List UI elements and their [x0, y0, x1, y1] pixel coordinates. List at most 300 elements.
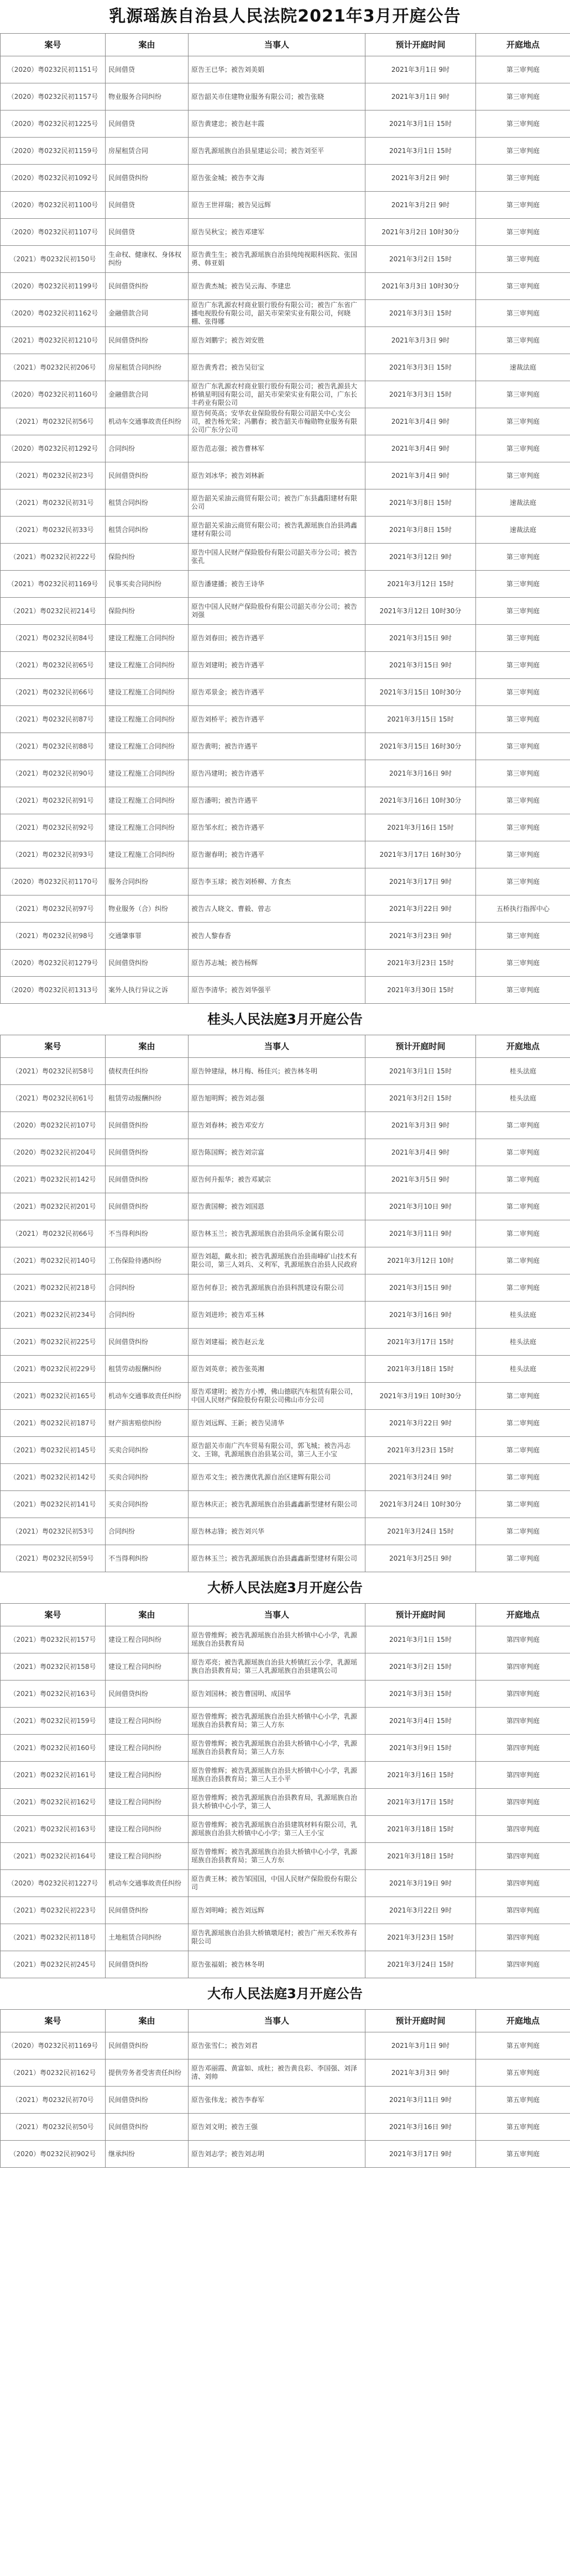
- case-cause-cell: 民间借贷纠纷: [106, 950, 189, 977]
- hearing-location-cell: 第四审判庭: [476, 1653, 570, 1681]
- table-row: [1, 165, 570, 192]
- hearing-location-cell: 速裁法庭: [476, 354, 570, 381]
- hearing-location-cell: 第三审判庭: [476, 544, 570, 571]
- hearing-time-cell: 2021年3月1日 9时: [365, 56, 476, 83]
- hearing-time-cell: 2021年3月17日 9时: [365, 2141, 476, 2168]
- case-cause-cell: 买卖合同纠纷: [106, 1464, 189, 1491]
- case-number-cell: （2020）粤0232民初1313号: [1, 977, 106, 1004]
- table-row: [1, 1274, 570, 1302]
- header-hearing-location: 开庭地点: [476, 1035, 570, 1058]
- case-number-cell: （2021）粤0232民初163号: [1, 1816, 106, 1843]
- hearing-location-cell: 第二审判庭: [476, 1193, 570, 1220]
- hearing-location-cell: 第四审判庭: [476, 1762, 570, 1789]
- hearing-time-cell: 2021年3月3日 10时30分: [365, 273, 476, 300]
- hearing-location-cell: 第四审判庭: [476, 1951, 570, 1978]
- page-title: 乳源瑶族自治县人民法院2021年3月开庭公告: [109, 7, 461, 26]
- case-cause-cell: 民间借贷: [106, 219, 189, 246]
- parties-cell: 原告黄明；被告许遇平: [189, 733, 365, 760]
- parties-cell: 原告邓文生；被告澳优乳源自治区建辉有限公司: [189, 1464, 365, 1491]
- hearing-time-cell: 2021年3月2日 15时: [365, 246, 476, 273]
- hearing-location-cell: 第三审判庭: [476, 138, 570, 165]
- case-cause-cell: 保险纠纷: [106, 544, 189, 571]
- hearing-location-cell: 第三审判庭: [476, 733, 570, 760]
- case-cause-cell: 债权责任纠纷: [106, 1058, 189, 1085]
- hearing-location-cell: 桂头法庭: [476, 1356, 570, 1383]
- header-case-number: 案号: [1, 34, 106, 56]
- case-number-cell: （2021）粤0232民初92号: [1, 814, 106, 841]
- case-number-cell: （2021）粤0232民初223号: [1, 1897, 106, 1924]
- case-number-cell: （2021）粤0232民初66号: [1, 1220, 106, 1247]
- hearing-location-cell: 第三审判庭: [476, 598, 570, 625]
- parties-cell: 原告刘文明；被告王强: [189, 2114, 365, 2141]
- header-hearing-location: 开庭地点: [476, 2010, 570, 2032]
- hearing-location-cell: 第三审判庭: [476, 300, 570, 327]
- hearing-location-cell: 桂头法庭: [476, 1329, 570, 1356]
- parties-cell: 原告韶关采油云商贸有限公司；被告广东县鑫阳建材有限公司: [189, 489, 365, 517]
- case-number-cell: （2021）粤0232民初206号: [1, 354, 106, 381]
- case-cause-cell: 建设工程施工合同纠纷: [106, 652, 189, 679]
- parties-cell: 被告古人晓文、曹毅、曾志: [189, 895, 365, 923]
- table-row: [1, 1816, 570, 1843]
- hearing-time-cell: 2021年3月2日 15时: [365, 1653, 476, 1681]
- hearing-time-cell: 2021年3月17日 16时30分: [365, 841, 476, 868]
- case-number-cell: （2020）粤0232民初204号: [1, 1139, 106, 1166]
- case-number-cell: （2021）粤0232民初118号: [1, 1924, 106, 1951]
- hearing-time-cell: 2021年3月3日 9时: [365, 327, 476, 354]
- parties-cell: 原告何英高；安华农业保险股份有限公司韶关中心支公司，被告杨光荣；冯鹏春；被告韶关市翰勋物业服务有限公司广东分公司: [189, 408, 365, 435]
- hearing-location-cell: 第二审判庭: [476, 1166, 570, 1193]
- table-row: [1, 571, 570, 598]
- hearing-location-cell: 第三审判庭: [476, 327, 570, 354]
- hearing-location-cell: 桂头法庭: [476, 1058, 570, 1085]
- case-number-cell: （2021）粤0232民初87号: [1, 706, 106, 733]
- hearing-location-cell: 第四审判庭: [476, 1626, 570, 1653]
- case-number-cell: （2021）粤0232民初140号: [1, 1247, 106, 1274]
- hearing-time-cell: 2021年3月19日 9时: [365, 1870, 476, 1897]
- case-number-cell: （2020）粤0232民初1159号: [1, 138, 106, 165]
- case-number-cell: （2021）粤0232民初162号: [1, 2059, 106, 2087]
- case-number-cell: （2020）粤0232民初1169号: [1, 2032, 106, 2059]
- case-number-cell: （2021）粤0232民初201号: [1, 1193, 106, 1220]
- hearing-time-cell: 2021年3月3日 15时: [365, 300, 476, 327]
- header-case-number: 案号: [1, 1604, 106, 1626]
- header-case-cause: 案由: [106, 1035, 189, 1058]
- table-row: [1, 1383, 570, 1410]
- parties-cell: 原告刘春林；被告邓安方: [189, 1112, 365, 1139]
- case-number-cell: （2021）粤0232民初165号: [1, 1383, 106, 1410]
- parties-cell: 原告张雪仁；被告刘君: [189, 2032, 365, 2059]
- case-cause-cell: 买卖合同纠纷: [106, 1491, 189, 1518]
- hearing-location-cell: 第二审判庭: [476, 1518, 570, 1545]
- parties-cell: 原告苏志城；被告杨辉: [189, 950, 365, 977]
- case-cause-cell: 生命权、健康权、身体权纠纷: [106, 246, 189, 273]
- hearing-location-cell: 第三审判庭: [476, 83, 570, 110]
- parties-cell: 原告黄秀君；被告吴衍宝: [189, 354, 365, 381]
- parties-cell: 原告钟建绿，林月梅、杨佳兴；被告林冬明: [189, 1058, 365, 1085]
- case-number-cell: （2020）粤0232民初1225号: [1, 110, 106, 138]
- case-number-cell: （2020）粤0232民初1160号: [1, 381, 106, 408]
- hearing-location-cell: 第三审判庭: [476, 841, 570, 868]
- case-number-cell: （2021）粤0232民初141号: [1, 1491, 106, 1518]
- table-row: [1, 1356, 570, 1383]
- hearing-table: [0, 2009, 570, 2168]
- parties-cell: 原告黄杰城；被告吴云海、李建忠: [189, 273, 365, 300]
- hearing-time-cell: 2021年3月3日 15时: [365, 354, 476, 381]
- hearing-location-cell: 第四审判庭: [476, 1681, 570, 1708]
- parties-cell: 被告人黎春香: [189, 923, 365, 950]
- parties-cell: 原告邓建明；被告方小博，佛山德联汽车租赁有限公司，中国人民财产保险股份有限公司佛山市分公司: [189, 1383, 365, 1410]
- hearing-location-cell: 第四审判庭: [476, 1870, 570, 1897]
- table-row: [1, 246, 570, 273]
- case-number-cell: （2021）粤0232民初142号: [1, 1464, 106, 1491]
- hearing-location-cell: 第三审判庭: [476, 787, 570, 814]
- hearing-time-cell: 2021年3月2日 9时: [365, 165, 476, 192]
- parties-cell: 原告刘明峰；被告刘远辉: [189, 1897, 365, 1924]
- parties-cell: 原告谢春明；被告许遇平: [189, 841, 365, 868]
- case-number-cell: （2021）粤0232民初61号: [1, 1085, 106, 1112]
- hearing-time-cell: 2021年3月16日 9时: [365, 760, 476, 787]
- hearing-table: [0, 1603, 570, 1978]
- case-number-cell: （2021）粤0232民初33号: [1, 517, 106, 544]
- hearing-location-cell: 第三审判庭: [476, 273, 570, 300]
- case-number-cell: （2021）粤0232民初159号: [1, 1708, 106, 1735]
- parties-cell: 原告曾维辉；被告乳源瑶族自治县建筑材料有限公司，乳源瑶族自治县大桥镇中心小学；第三人王小宝: [189, 1816, 365, 1843]
- case-number-cell: （2021）粤0232民初66号: [1, 679, 106, 706]
- case-number-cell: （2021）粤0232民初158号: [1, 1653, 106, 1681]
- hearing-location-cell: 第四审判庭: [476, 1735, 570, 1762]
- parties-cell: 原告曾维辉；被告乳源瑶族自治县大桥镇中心小学，乳源瑶族自治县教育局；第三人方东: [189, 1708, 365, 1735]
- case-number-cell: （2021）粤0232民初160号: [1, 1735, 106, 1762]
- table-row: [1, 1085, 570, 1112]
- table-row: [1, 1220, 570, 1247]
- hearing-time-cell: 2021年3月4日 9时: [365, 435, 476, 462]
- hearing-time-cell: 2021年3月16日 15时: [365, 1762, 476, 1789]
- table-row: [1, 598, 570, 625]
- case-cause-cell: 建设工程合同纠纷: [106, 1653, 189, 1681]
- hearing-time-cell: 2021年3月11日 9时: [365, 2087, 476, 2114]
- case-cause-cell: 物业服务（合）纠纷: [106, 895, 189, 923]
- case-cause-cell: 物业服务合同纠纷: [106, 83, 189, 110]
- table-row: [1, 1193, 570, 1220]
- hearing-location-cell: 第二审判庭: [476, 1545, 570, 1572]
- table-row: [1, 2032, 570, 2059]
- case-number-cell: （2021）粤0232民初59号: [1, 1545, 106, 1572]
- hearing-time-cell: 2021年3月24日 15时: [365, 1951, 476, 1978]
- parties-cell: 原告林庆正；被告乳源瑶族自治县鑫鑫新型建材有限公司: [189, 1491, 365, 1518]
- case-number-cell: （2021）粤0232民初56号: [1, 408, 106, 435]
- case-number-cell: （2021）粤0232民初245号: [1, 1951, 106, 1978]
- case-cause-cell: 买卖合同纠纷: [106, 1437, 189, 1464]
- table-row: [1, 1058, 570, 1085]
- hearing-location-cell: 第四审判庭: [476, 1897, 570, 1924]
- hearing-location-cell: 第二审判庭: [476, 1220, 570, 1247]
- table-row: [1, 1653, 570, 1681]
- table-row: [1, 83, 570, 110]
- parties-cell: 原告乳源瑶族自治县星建运公司；被告刘至平: [189, 138, 365, 165]
- case-number-cell: （2021）粤0232民初50号: [1, 2114, 106, 2141]
- hearing-time-cell: 2021年3月4日 9时: [365, 1139, 476, 1166]
- case-cause-cell: 民间借贷纠纷: [106, 1166, 189, 1193]
- case-number-cell: （2020）粤0232民初1157号: [1, 83, 106, 110]
- case-cause-cell: 提供劳务者受害责任纠纷: [106, 2059, 189, 2087]
- table-row: [1, 868, 570, 895]
- hearing-time-cell: 2021年3月17日 15时: [365, 1329, 476, 1356]
- table-row: [1, 1897, 570, 1924]
- hearing-location-cell: 速裁法庭: [476, 517, 570, 544]
- case-cause-cell: 房屋租赁合同: [106, 138, 189, 165]
- case-number-cell: （2021）粤0232民初53号: [1, 1518, 106, 1545]
- table-row: [1, 1762, 570, 1789]
- hearing-location-cell: 第三审判庭: [476, 679, 570, 706]
- table-row: [1, 1870, 570, 1897]
- parties-cell: 原告黄王林；被告邹国国，中国人民财产保险股份有限公司: [189, 1870, 365, 1897]
- hearing-time-cell: 2021年3月8日 15时: [365, 517, 476, 544]
- parties-cell: 原告潘明；被告许遇平: [189, 787, 365, 814]
- hearing-time-cell: 2021年3月3日 15时: [365, 381, 476, 408]
- hearing-location-cell: 第二审判庭: [476, 1274, 570, 1302]
- case-cause-cell: 建设工程施工合同纠纷: [106, 625, 189, 652]
- case-number-cell: （2021）粤0232民初163号: [1, 1681, 106, 1708]
- case-cause-cell: 案外人执行异议之诉: [106, 977, 189, 1004]
- hearing-time-cell: 2021年3月23日 9时: [365, 923, 476, 950]
- case-number-cell: （2020）粤0232民初1227号: [1, 1870, 106, 1897]
- table-row: [1, 1302, 570, 1329]
- parties-cell: 原告邓亮；被告乳源瑶族自治县大桥镇红云小学，乳源瑶族自治县教育局；第三人乳源瑶族自治县建筑公司: [189, 1653, 365, 1681]
- table-row: [1, 1924, 570, 1951]
- header-hearing-time: 预计开庭时间: [365, 2010, 476, 2032]
- case-number-cell: （2021）粤0232民初222号: [1, 544, 106, 571]
- hearing-time-cell: 2021年3月15日 9时: [365, 652, 476, 679]
- case-cause-cell: 租赁劳动报酬纠纷: [106, 1085, 189, 1112]
- case-number-cell: （2021）粤0232民初157号: [1, 1626, 106, 1653]
- header-parties: 当事人: [189, 34, 365, 56]
- case-number-cell: （2021）粤0232民初93号: [1, 841, 106, 868]
- table-row: [1, 1491, 570, 1518]
- table-row: [1, 517, 570, 544]
- header-parties: 当事人: [189, 1035, 365, 1058]
- hearing-location-cell: 第三审判庭: [476, 923, 570, 950]
- case-cause-cell: 民间借贷: [106, 192, 189, 219]
- case-cause-cell: 民间借贷纠纷: [106, 1193, 189, 1220]
- hearing-table: [0, 1035, 570, 1572]
- table-row: [1, 679, 570, 706]
- parties-cell: 原告曾维辉；被告乳源瑶族自治县大桥镇中心小学，乳源瑶族自治县教育局；第三人方东: [189, 1843, 365, 1870]
- parties-cell: 原告曾维辉；被告乳源瑶族自治县大桥镇中心小学，乳源瑶族自治县教育局；第三人方东: [189, 1735, 365, 1762]
- table-row: [1, 138, 570, 165]
- table-row: [1, 760, 570, 787]
- table-row: [1, 1789, 570, 1816]
- hearing-time-cell: 2021年3月3日 9时: [365, 1112, 476, 1139]
- hearing-time-cell: 2021年3月15日 15时: [365, 706, 476, 733]
- hearing-location-cell: 第二审判庭: [476, 1247, 570, 1274]
- hearing-location-cell: 第四审判庭: [476, 1924, 570, 1951]
- case-cause-cell: 民间借贷纠纷: [106, 2087, 189, 2114]
- hearing-time-cell: 2021年3月8日 15时: [365, 489, 476, 517]
- hearing-time-cell: 2021年3月23日 15时: [365, 1437, 476, 1464]
- header-hearing-time: 预计开庭时间: [365, 1604, 476, 1626]
- hearing-location-cell: 第四审判庭: [476, 1789, 570, 1816]
- case-cause-cell: 民间借贷纠纷: [106, 1681, 189, 1708]
- case-number-cell: （2020）粤0232民初1162号: [1, 300, 106, 327]
- parties-cell: 原告刘远辉、王新；被告吴清华: [189, 1410, 365, 1437]
- hearing-location-cell: 第二审判庭: [476, 1112, 570, 1139]
- parties-cell: 原告范志强；被告曹林军: [189, 435, 365, 462]
- hearing-location-cell: 第二审判庭: [476, 1491, 570, 1518]
- case-number-cell: （2021）粤0232民初164号: [1, 1843, 106, 1870]
- parties-cell: 原告刘国林；被告曹国明、成国华: [189, 1681, 365, 1708]
- case-cause-cell: 服务合同纠纷: [106, 868, 189, 895]
- parties-cell: 原告刘桥平；被告许遇平: [189, 706, 365, 733]
- parties-cell: 原告黄建忠；被告赵丰霞: [189, 110, 365, 138]
- case-number-cell: （2021）粤0232民初145号: [1, 1437, 106, 1464]
- table-row: [1, 706, 570, 733]
- case-number-cell: （2021）粤0232民初23号: [1, 462, 106, 489]
- case-number-cell: （2021）粤0232民初142号: [1, 1166, 106, 1193]
- case-cause-cell: 租赁劳动报酬纠纷: [106, 1356, 189, 1383]
- hearing-time-cell: 2021年3月24日 10时30分: [365, 1491, 476, 1518]
- case-cause-cell: 机动车交通事故责任纠纷: [106, 1870, 189, 1897]
- hearing-location-cell: 第三审判庭: [476, 760, 570, 787]
- header-case-cause: 案由: [106, 2010, 189, 2032]
- parties-cell: 原告韶关市住建物业服务有限公司；被告张晓: [189, 83, 365, 110]
- case-number-cell: （2021）粤0232民初187号: [1, 1410, 106, 1437]
- header-hearing-location: 开庭地点: [476, 1604, 570, 1626]
- table-row: [1, 2059, 570, 2087]
- section-title: 大桥人民法庭3月开庭公告: [207, 1580, 363, 1595]
- hearing-location-cell: 第三审判庭: [476, 110, 570, 138]
- table-row: [1, 814, 570, 841]
- parties-cell: 原告刘春田；被告许遇平: [189, 625, 365, 652]
- hearing-time-cell: 2021年3月2日 10时30分: [365, 219, 476, 246]
- hearing-location-cell: 第三审判庭: [476, 219, 570, 246]
- case-cause-cell: 建设工程施工合同纠纷: [106, 841, 189, 868]
- table-row: [1, 923, 570, 950]
- case-cause-cell: 土地租赁合同纠纷: [106, 1924, 189, 1951]
- table-row: [1, 1437, 570, 1464]
- section-title: 桂头人民法庭3月开庭公告: [207, 1012, 363, 1027]
- hearing-time-cell: 2021年3月1日 15时: [365, 110, 476, 138]
- hearing-location-cell: 第二审判庭: [476, 1410, 570, 1437]
- hearing-time-cell: 2021年3月4日 15时: [365, 1708, 476, 1735]
- parties-cell: 原告李清华；被告刘华强平: [189, 977, 365, 1004]
- hearing-location-cell: 第三审判庭: [476, 868, 570, 895]
- parties-cell: 原告曾维辉；被告乳源瑶族自治县大桥镇中心小学，乳源瑶族自治县教育局；第三人王小平: [189, 1762, 365, 1789]
- hearing-location-cell: 第三审判庭: [476, 950, 570, 977]
- parties-cell: 原告林玉兰；被告乳源瑶族自治县尚乐金属有限公司: [189, 1220, 365, 1247]
- case-cause-cell: 建设工程施工合同纠纷: [106, 679, 189, 706]
- case-cause-cell: 民间借贷纠纷: [106, 1897, 189, 1924]
- hearing-time-cell: 2021年3月18日 15时: [365, 1816, 476, 1843]
- table-row: [1, 1545, 570, 1572]
- hearing-time-cell: 2021年3月23日 15时: [365, 1924, 476, 1951]
- case-number-cell: （2021）粤0232民初162号: [1, 1789, 106, 1816]
- case-number-cell: （2021）粤0232民初234号: [1, 1302, 106, 1329]
- case-cause-cell: 民间借贷: [106, 56, 189, 83]
- parties-cell: 原告韶关市南广汽车贸易有限公司，郭飞城；被告冯志文、王锦，乳源瑶族自治县某公司，第三人王小宝: [189, 1437, 365, 1464]
- case-number-cell: （2021）粤0232民初150号: [1, 246, 106, 273]
- table-row: [1, 950, 570, 977]
- parties-cell: 原告邓丽霞、黄富如、成杜；被告黄良彩、李国强、刘泽清、刘帅: [189, 2059, 365, 2087]
- hearing-location-cell: 第三审判庭: [476, 462, 570, 489]
- header-case-number: 案号: [1, 1035, 106, 1058]
- case-number-cell: （2021）粤0232民初88号: [1, 733, 106, 760]
- case-number-cell: （2021）粤0232民初98号: [1, 923, 106, 950]
- parties-cell: 原告李玉球；被告刘桥柳、方食杰: [189, 868, 365, 895]
- parties-cell: 原告潘建播；被告王诗华: [189, 571, 365, 598]
- case-number-cell: （2020）粤0232民初1107号: [1, 219, 106, 246]
- hearing-time-cell: 2021年3月4日 9时: [365, 408, 476, 435]
- table-row: [1, 1410, 570, 1437]
- parties-cell: 原告刘鹏宇；被告刘安胜: [189, 327, 365, 354]
- case-number-cell: （2021）粤0232民初229号: [1, 1356, 106, 1383]
- table-row: [1, 733, 570, 760]
- case-cause-cell: 财产损害赔偿纠纷: [106, 1410, 189, 1437]
- case-number-cell: （2020）粤0232民初1170号: [1, 868, 106, 895]
- hearing-location-cell: 第三审判庭: [476, 652, 570, 679]
- parties-cell: 原告黄国柳；被告刘国恩: [189, 1193, 365, 1220]
- case-number-cell: （2020）粤0232民初1292号: [1, 435, 106, 462]
- case-cause-cell: 合同纠纷: [106, 1518, 189, 1545]
- case-number-cell: （2020）粤0232民初1279号: [1, 950, 106, 977]
- table-row: [1, 1626, 570, 1653]
- parties-cell: 原告刘建福；被告赵云龙: [189, 1329, 365, 1356]
- hearing-location-cell: 第五审判庭: [476, 2032, 570, 2059]
- case-number-cell: （2021）粤0232民初31号: [1, 489, 106, 517]
- hearing-location-cell: 桂头法庭: [476, 1302, 570, 1329]
- hearing-location-cell: 第三审判庭: [476, 814, 570, 841]
- case-cause-cell: 合同纠纷: [106, 435, 189, 462]
- hearing-time-cell: 2021年3月19日 10时30分: [365, 1383, 476, 1410]
- hearing-location-cell: 第三审判庭: [476, 408, 570, 435]
- hearing-location-cell: 速裁法庭: [476, 489, 570, 517]
- hearing-time-cell: 2021年3月2日 9时: [365, 192, 476, 219]
- parties-cell: 原告张伟龙；被告李春军: [189, 2087, 365, 2114]
- header-parties: 当事人: [189, 1604, 365, 1626]
- case-cause-cell: 合同纠纷: [106, 1302, 189, 1329]
- hearing-time-cell: 2021年3月22日 9时: [365, 895, 476, 923]
- header-hearing-time: 预计开庭时间: [365, 34, 476, 56]
- parties-cell: 原告何春卫；被告乳源瑶族自治县科凯建设有限公司: [189, 1274, 365, 1302]
- case-number-cell: （2021）粤0232民初84号: [1, 625, 106, 652]
- hearing-time-cell: 2021年3月12日 10时30分: [365, 598, 476, 625]
- table-row: [1, 1735, 570, 1762]
- case-number-cell: （2021）粤0232民初161号: [1, 1762, 106, 1789]
- case-cause-cell: 继承纠纷: [106, 2141, 189, 2168]
- table-row: [1, 327, 570, 354]
- case-cause-cell: 民间借贷纠纷: [106, 2032, 189, 2059]
- parties-cell: 原告邓景金；被告许遇平: [189, 679, 365, 706]
- parties-cell: 原告林玉兰；被告乳源瑶族自治县鑫鑫新型建材有限公司: [189, 1545, 365, 1572]
- case-cause-cell: 民间借贷纠纷: [106, 462, 189, 489]
- hearing-time-cell: 2021年3月3日 9时: [365, 2059, 476, 2087]
- hearing-time-cell: 2021年3月1日 15时: [365, 138, 476, 165]
- parties-cell: 原告旭明辉；被告刘志强: [189, 1085, 365, 1112]
- table-row: [1, 2087, 570, 2114]
- parties-cell: 原告刘建明；被告许遇平: [189, 652, 365, 679]
- case-cause-cell: 民间借贷纠纷: [106, 273, 189, 300]
- hearing-time-cell: 2021年3月4日 9时: [365, 462, 476, 489]
- hearing-time-cell: 2021年3月1日 9时: [365, 2032, 476, 2059]
- parties-cell: 原告中国人民财产保险股份有限公司韶关市分公司；被告张孔: [189, 544, 365, 571]
- case-number-cell: （2021）粤0232民初218号: [1, 1274, 106, 1302]
- hearing-time-cell: 2021年3月16日 9时: [365, 2114, 476, 2141]
- hearing-location-cell: 第三审判庭: [476, 381, 570, 408]
- hearing-location-cell: 第四审判庭: [476, 1708, 570, 1735]
- parties-cell: 原告曾维辉；被告乳源瑶族自治县教育局，乳源瑶族自治县大桥镇中心小学，第三人: [189, 1789, 365, 1816]
- parties-cell: 原告刘志学；被告刘志明: [189, 2141, 365, 2168]
- case-cause-cell: 建设工程合同纠纷: [106, 1762, 189, 1789]
- case-cause-cell: 建设工程合同纠纷: [106, 1735, 189, 1762]
